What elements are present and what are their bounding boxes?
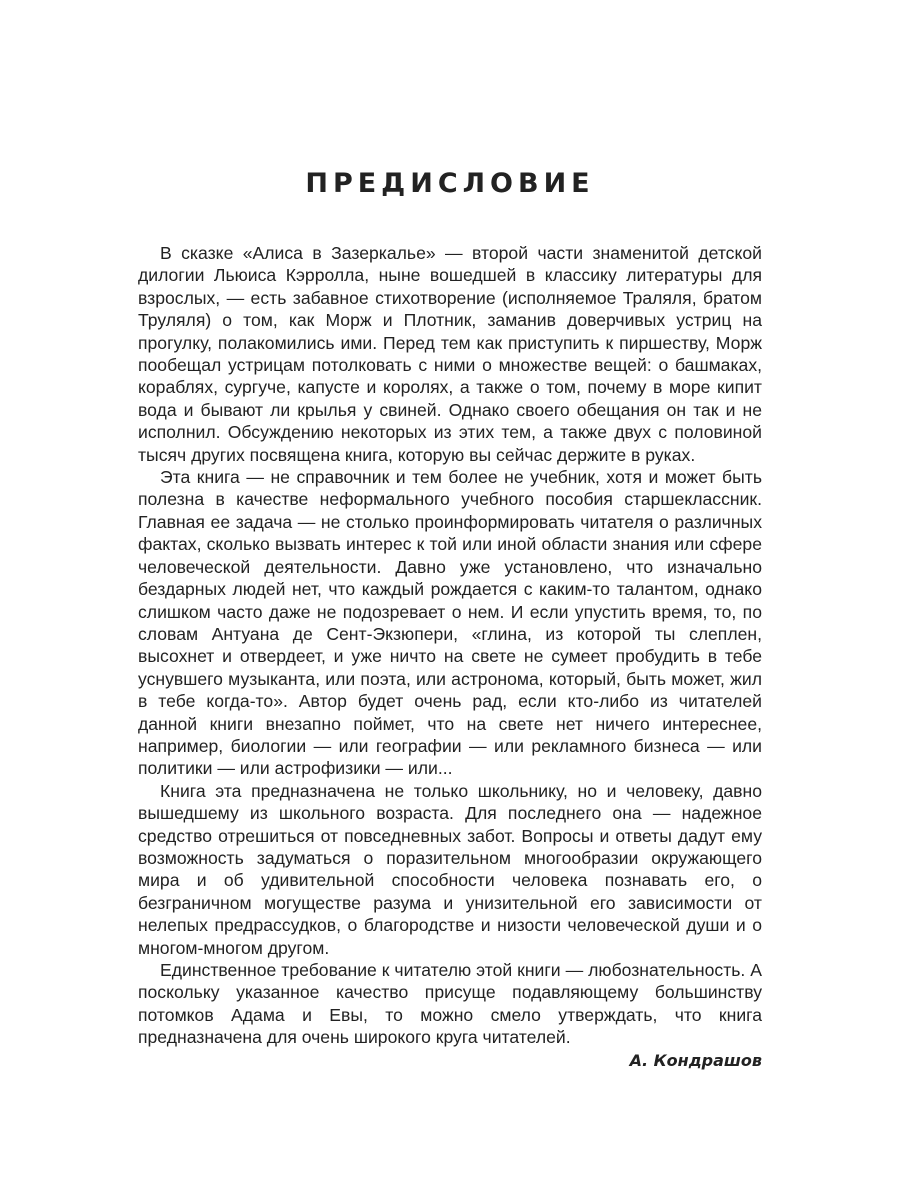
paragraph-4: Единственное требование к читателю этой книги — любознательность. А поскольку указанное качество присуще подавляющему большинству потомков Адама и Евы, то можно смело утверждать, что книга предназначена для очень широкого круга читателей. [138, 960, 762, 1048]
preface-body [138, 242, 762, 1073]
author-signature: А. Кондрашов [629, 1050, 762, 1070]
paragraph-2: Эта книга — не справочник и тем более не учебник, хотя и может быть полезна в качестве неформального учебного пособия старшеклассник. Главная ее задача — не столько проинформировать читателя о различных фактах, сколько вызвать интерес к той или иной области знания или сфере человеческой деятельности. Давно уже установлено, что изначально бездарных людей нет, что каждый рождается с каким-то талантом, однако слишком часто даже не подозревает о нем. И если упустить время, то, по словам Антуана де Сент-Экзюпери, «глина, из которой ты слеплен, высохнет и отвердеет, и уже ничто на свете не сумеет пробудить в тебе уснувшего музыканта, или поэта, или астронома, который, быть может, жил в тебе когда-то». Автор будет очень рад, если кто-либо из читателей данной книги внезапно поймет, что на свете нет ничего интереснее, например, биологии — или географии — или рекламного бизнеса — или политики — или астрофизики — или... [138, 467, 762, 779]
page-title: ПРЕДИСЛОВИЕ [305, 168, 595, 199]
paragraph-1: В сказке «Алиса в Зазеркалье» — второй части знаменитой детской дилогии Льюиса Кэрролла, ныне вошедшей в классику литературы для взрослых, — есть забавное стихотворение (исполняемое Траляля, братом Труляля) о том, как Морж и Плотник, заманив доверчивых устриц на прогулку, полакомились ими. Перед тем как приступить к пиршеству, Морж пообещал устрицам потолковать с ними о множестве вещей: о башмаках, кораблях, сургуче, капусте и королях, а также о том, почему в море кипит вода и бывают ли крылья у свиней. Однако своего обещания он так и не исполнил. Обсуждению некоторых из этих тем, а также двух с половиной тысяч других посвящена книга, которую вы сейчас держите в руках. [138, 243, 762, 465]
paragraph-3: Книга эта предназначена не только школьнику, но и человеку, давно вышедшему из школьного возраста. Для последнего она — надежное средство отрешиться от повседневных забот. Вопросы и ответы дадут ему возможность задуматься о поразительном многообразии окружающего мира и об удивительной способности человека познавать его, о безграничном могуществе разума и унизительной его зависимости от нелепых предрассудков, о благородстве и низости человеческой души и о многом-многом другом. [138, 780, 762, 958]
